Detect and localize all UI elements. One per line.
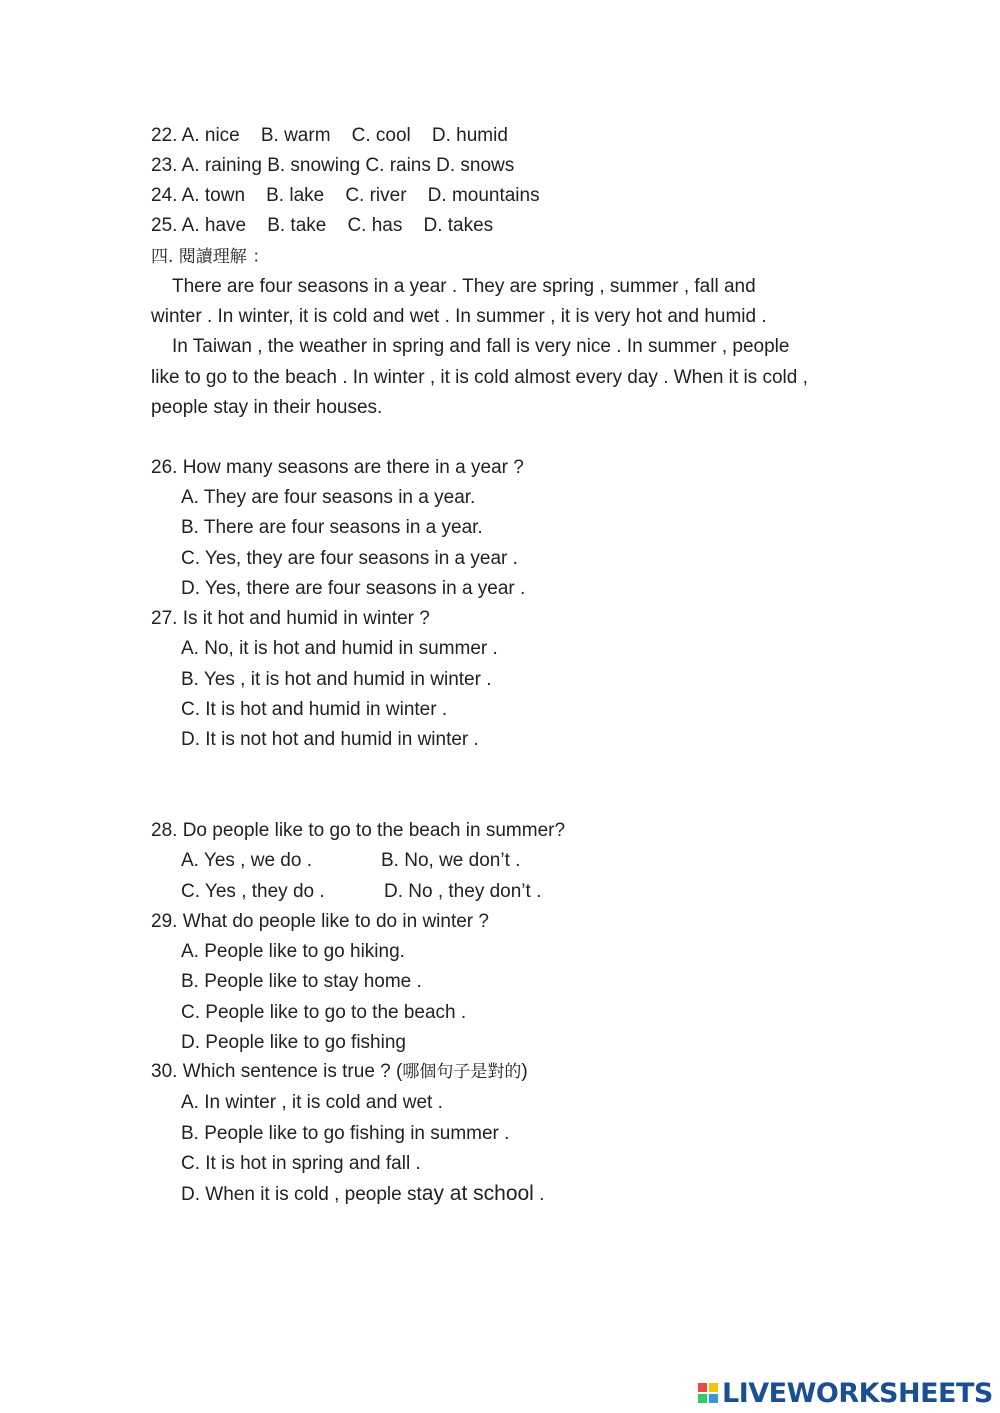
question-30-close: ) [521,1061,528,1082]
option-26-b[interactable]: B. There are four seasons in a year. [181,517,483,538]
logo-square [698,1394,707,1403]
option-28-d[interactable]: D. No , they don’t . [384,881,542,902]
passage-line: people stay in their houses. [151,397,383,418]
option-27-c[interactable]: C. It is hot and humid in winter . [181,699,448,720]
option-30-a[interactable]: A. In winter , it is cold and wet . [181,1092,443,1113]
question-30-text: 30. Which sentence is true ? ( [151,1061,403,1082]
logo-icon [698,1383,718,1403]
option-30-b[interactable]: B. People like to go fishing in summer . [181,1123,510,1144]
question-30 [151,1060,528,1084]
section-heading: 四. 閱讀理解 ： [151,247,270,267]
option-29-b[interactable]: B. People like to stay home . [181,971,422,992]
option-28-c[interactable]: C. Yes , they do . [181,881,325,902]
option-27-a[interactable]: A. No, it is hot and humid in summer . [181,638,498,659]
passage-line: like to go to the beach . In winter , it is cold almost every day . When it is cold , [151,367,808,388]
option-27-b[interactable]: B. Yes , it is hot and humid in winter . [181,669,492,690]
logo-square [698,1383,707,1392]
option-26-c[interactable]: C. Yes, they are four seasons in a year . [181,548,518,569]
option-29-c[interactable]: C. People like to go to the beach . [181,1002,467,1023]
option-30-c[interactable]: C. It is hot in spring and fall . [181,1153,421,1174]
passage-line: There are four seasons in a year . They are spring , summer , fall and [172,276,756,297]
question-23: 23. A. raining B. snowing C. rains D. snows [151,155,515,176]
question-28: 28. Do people like to go to the beach in summer? [151,820,566,841]
logo-square [709,1394,718,1403]
question-30-chinese: 哪個句子是對的 [402,1062,522,1082]
question-29: 29. What do people like to do in winter ? [151,911,489,932]
question-22: 22. A. nice B. warm C. cool D. humid [151,125,508,146]
logo-text: LIVEWORKSHEETS [722,1377,993,1409]
option-26-d[interactable]: D. Yes, there are four seasons in a year . [181,578,526,599]
question-24: 24. A. town B. lake C. river D. mountains [151,185,540,206]
liveworksheets-logo [698,1378,993,1408]
option-30-d-text: D. When it is cold , people st [181,1184,422,1205]
option-28-b[interactable]: B. No, we don’t . [381,850,521,871]
option-27-d[interactable]: D. It is not hot and humid in winter . [181,729,479,750]
logo-square [709,1383,718,1392]
passage-line: winter . In winter, it is cold and wet . In summer , it is very hot and humid . [151,306,767,327]
option-29-d[interactable]: D. People like to go fishing [181,1032,406,1053]
question-27: 27. Is it hot and humid in winter ? [151,608,430,629]
option-30-d-end: . [533,1184,545,1205]
question-26: 26. How many seasons are there in a year ? [151,457,524,478]
passage-line: In Taiwan , the weather in spring and fall is very nice . In summer , people [172,336,790,357]
option-29-a[interactable]: A. People like to go hiking. [181,941,405,962]
question-25: 25. A. have B. take C. has D. takes [151,215,494,236]
option-30-d-text-large: ay at school [421,1182,534,1205]
option-30-d[interactable] [181,1182,544,1207]
option-26-a[interactable]: A. They are four seasons in a year. [181,487,476,508]
option-28-a[interactable]: A. Yes , we do . [181,850,312,871]
